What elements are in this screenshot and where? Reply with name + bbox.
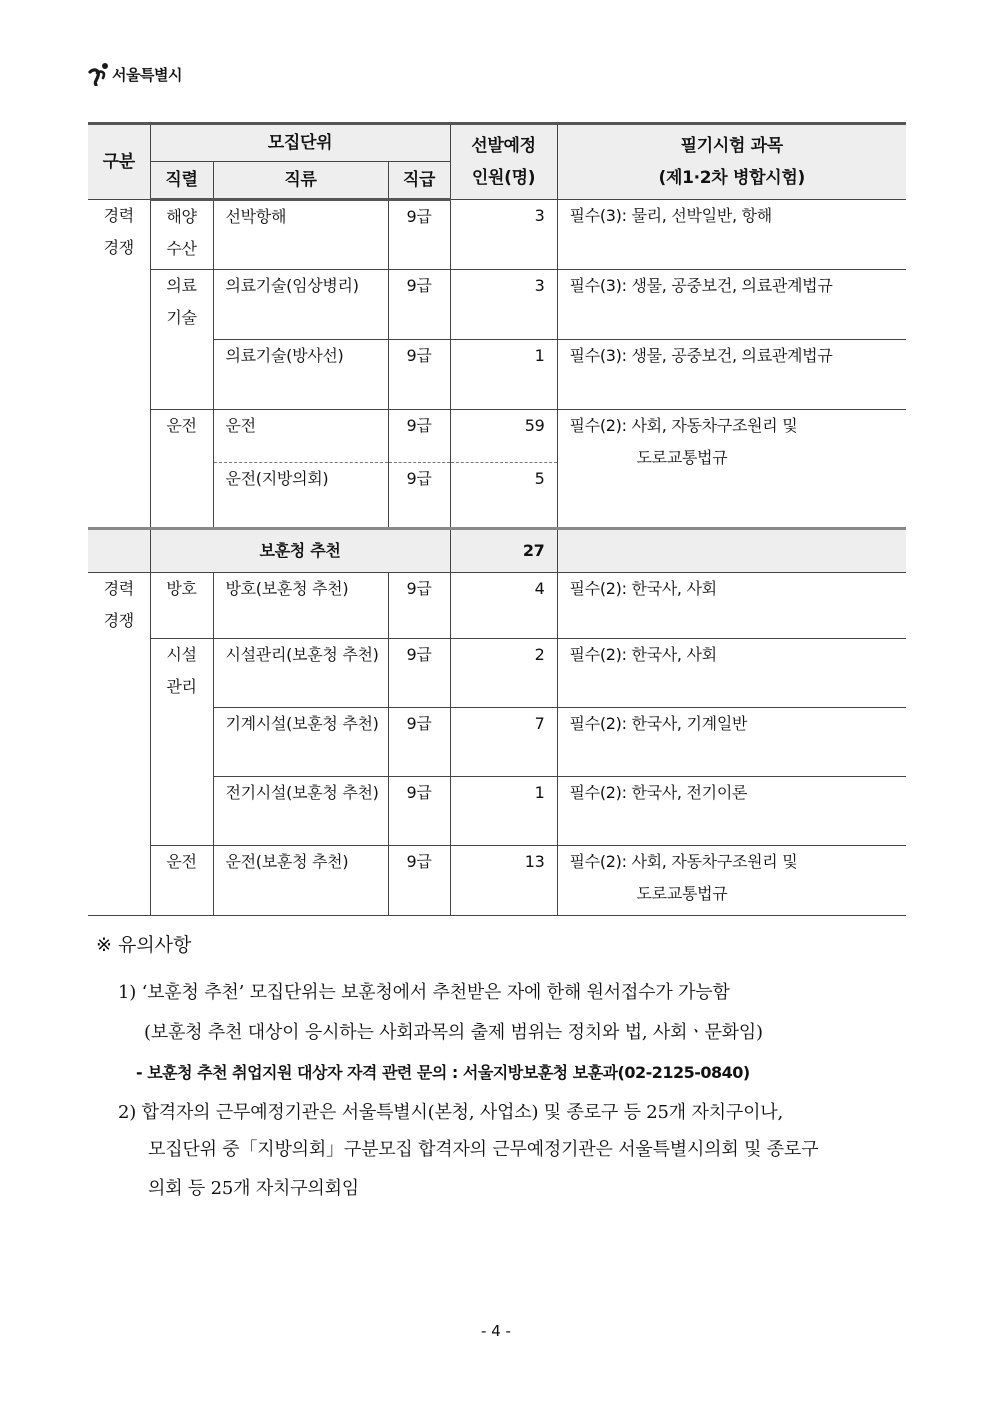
series-line2: 기술	[166, 308, 197, 327]
boh-summary-row	[88, 529, 906, 573]
header-subject	[557, 124, 906, 200]
grade-cell: 9급	[388, 270, 450, 340]
header-recruit-unit: 모집단위	[150, 124, 450, 162]
type-cell: 기계시설(보훈청 추천)	[213, 708, 388, 777]
type-cell: 선박항해	[213, 200, 388, 270]
series-cell	[150, 200, 213, 270]
header-gubun: 구분	[88, 124, 150, 200]
section-career-2	[88, 573, 906, 916]
category-cell	[88, 200, 150, 529]
type-cell: 운전(지방의회)	[213, 463, 388, 529]
grade-cell: 9급	[388, 340, 450, 410]
grade-cell: 9급	[388, 410, 450, 463]
count-cell: 1	[450, 340, 557, 410]
subject-cell: 필수(2): 한국사, 기계일반	[557, 708, 906, 777]
boh-label: 보훈청 추천	[150, 529, 450, 573]
subject-cell: 필수(2): 한국사, 사회	[557, 639, 906, 708]
table-row	[88, 639, 906, 708]
subject-cell: 필수(3): 생물, 공중보건, 의료관계법규	[557, 340, 906, 410]
table-row	[88, 573, 906, 639]
series-line1: 시설	[166, 645, 197, 664]
boh-empty-cell	[88, 529, 150, 573]
note-item2-line2: 모집단위 중「지방의회」구분모집 합격자의 근무예정기관은 서울특별시의회 및 종로구	[148, 1139, 819, 1160]
header-jikryeol: 직렬	[150, 162, 213, 200]
table-row	[88, 846, 906, 916]
header-count-line1: 선발예정	[471, 136, 536, 156]
category-cell	[88, 573, 150, 916]
notes-title: ※ 유의사항	[96, 934, 192, 956]
subject-line2: 도로교통법규	[636, 448, 728, 467]
note-item1-line1: 1) ‘보훈청 추천’ 모집단위는 보훈청에서 추천받은 자에 한해 원서접수가 가능함	[118, 982, 730, 1003]
header-jikgeup: 직급	[388, 162, 450, 200]
grade-cell: 9급	[388, 708, 450, 777]
subject-cell: 필수(3): 물리, 선박일반, 항해	[557, 200, 906, 270]
subject-line2: 도로교통법규	[636, 884, 728, 903]
subject-cell: 필수(2): 한국사, 사회	[557, 573, 906, 639]
grade-cell: 9급	[388, 463, 450, 529]
subject-cell	[557, 846, 906, 916]
type-cell: 방호(보훈청 추천)	[213, 573, 388, 639]
table-row	[88, 270, 906, 340]
grade-cell: 9급	[388, 639, 450, 708]
table-row	[88, 200, 906, 270]
category-line1: 경력	[103, 206, 134, 225]
count-cell: 2	[450, 639, 557, 708]
subject-cell: 필수(2): 한국사, 전기이론	[557, 777, 906, 846]
grade-cell: 9급	[388, 573, 450, 639]
subject-cell	[557, 410, 906, 529]
subject-line1: 필수(2): 사회, 자동차구조원리 및	[569, 416, 798, 435]
type-cell: 시설관리(보훈청 추천)	[213, 639, 388, 708]
grade-cell: 9급	[388, 200, 450, 270]
grade-cell: 9급	[388, 846, 450, 916]
note-item2-line1: 2) 합격자의 근무예정기관은 서울특별시(본청, 사업소) 및 종로구 등 25개 자치구이나,	[118, 1102, 783, 1123]
series-line1: 의료	[166, 276, 197, 295]
series-line2: 수산	[166, 239, 197, 258]
count-cell: 7	[450, 708, 557, 777]
boh-subject-empty	[557, 529, 906, 573]
count-cell: 3	[450, 200, 557, 270]
org-name: 서울특별시	[112, 65, 182, 84]
subject-line1: 필수(2): 사회, 자동차구조원리 및	[569, 852, 798, 871]
series-cell	[150, 639, 213, 846]
series-cell	[150, 270, 213, 410]
series-line1: 해양	[166, 207, 197, 226]
header-subject-line2: (제1·2차 병합시험)	[658, 168, 806, 188]
note-item2-line3: 의회 등 25개 자치구의회임	[148, 1178, 359, 1199]
count-cell: 59	[450, 410, 557, 463]
count-cell: 3	[450, 270, 557, 340]
header-jikryu: 직류	[213, 162, 388, 200]
header-count	[450, 124, 557, 200]
type-cell: 의료기술(방사선)	[213, 340, 388, 410]
recruitment-table	[88, 122, 906, 916]
grade-cell: 9급	[388, 777, 450, 846]
type-cell: 운전(보훈청 추천)	[213, 846, 388, 916]
subject-cell: 필수(3): 생물, 공중보건, 의료관계법규	[557, 270, 906, 340]
count-cell: 1	[450, 777, 557, 846]
boh-count: 27	[450, 529, 557, 573]
type-cell: 운전	[213, 410, 388, 463]
series-cell: 운전	[150, 846, 213, 916]
count-cell: 13	[450, 846, 557, 916]
category-line2: 경쟁	[103, 611, 134, 630]
type-cell: 전기시설(보훈청 추천)	[213, 777, 388, 846]
category-line1: 경력	[103, 579, 134, 598]
page-number: - 4 -	[481, 1322, 511, 1340]
count-cell: 4	[450, 573, 557, 639]
series-line2: 관리	[166, 677, 197, 696]
seoul-logo-icon	[88, 62, 110, 86]
section-boh	[88, 529, 906, 573]
seoul-logo	[88, 62, 182, 86]
count-cell: 5	[450, 463, 557, 529]
type-cell: 의료기술(임상병리)	[213, 270, 388, 340]
table-row	[88, 410, 906, 463]
note-contact: - 보훈청 추천 취업지원 대상자 자격 관련 문의 : 서울지방보훈청 보훈과(02-2125-0840)	[136, 1063, 750, 1082]
note-item1-line2: (보훈청 추천 대상이 응시하는 사회과목의 출제 범위는 정치와 법, 사회ㆍ문화임)	[144, 1022, 763, 1043]
category-line2: 경쟁	[103, 238, 134, 257]
series-cell: 운전	[150, 410, 213, 529]
section-career-1	[88, 200, 906, 529]
header-count-line2: 인원(명)	[471, 168, 536, 188]
series-cell: 방호	[150, 573, 213, 639]
header-subject-line1: 필기시험 과목	[680, 136, 783, 156]
